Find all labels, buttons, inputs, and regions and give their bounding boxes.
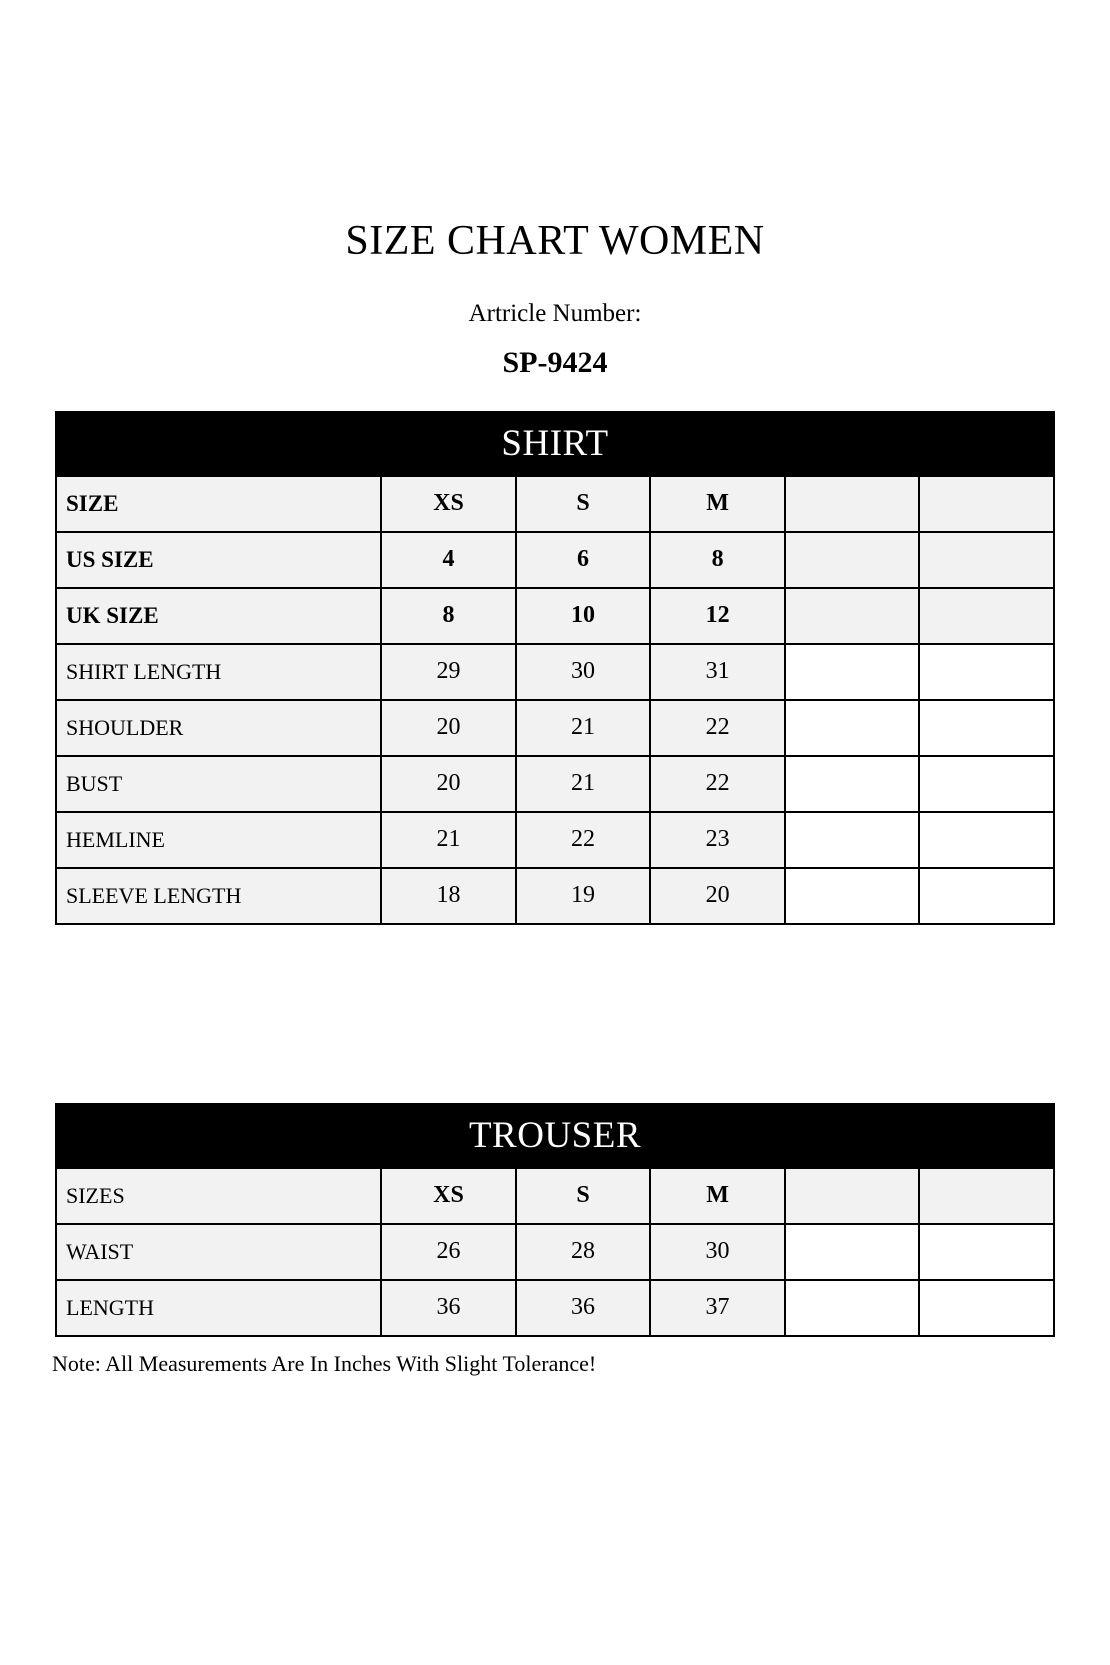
- cell-uk-size-m: 12: [650, 588, 785, 644]
- cell-uk-size-s: 10: [516, 588, 651, 644]
- cell-uk-size-blank-2: [919, 588, 1054, 644]
- cell-us-size-xs: 4: [381, 532, 516, 588]
- cell-us-size-s: 6: [516, 532, 651, 588]
- cell-hemline-xs: 21: [381, 812, 516, 868]
- table-row: [56, 756, 1054, 812]
- cell-length-s: 36: [516, 1280, 651, 1336]
- cell-waist-m: 30: [650, 1224, 785, 1280]
- cell-bust-xs: 20: [381, 756, 516, 812]
- cell-us-size-blank-2: [919, 532, 1054, 588]
- cell-size-m: M: [650, 476, 785, 532]
- cell-hemline-m: 23: [650, 812, 785, 868]
- cell-sleeve-length-s: 19: [516, 868, 651, 924]
- cell-length-blank-2: [919, 1280, 1054, 1336]
- row-label-sizes: SIZES: [56, 1168, 381, 1224]
- cell-waist-blank-2: [919, 1224, 1054, 1280]
- cell-size-xs: XS: [381, 476, 516, 532]
- row-label-shoulder: SHOULDER: [56, 700, 381, 756]
- cell-bust-m: 22: [650, 756, 785, 812]
- cell-shirt-length-blank-1: [785, 644, 920, 700]
- article-number-value: SP-9424: [502, 345, 608, 379]
- row-label-length: LENGTH: [56, 1280, 381, 1336]
- table-row: [56, 700, 1054, 756]
- article-number-label: Artricle Number:: [468, 300, 642, 328]
- cell-bust-blank-1: [785, 756, 920, 812]
- cell-shirt-length-m: 31: [650, 644, 785, 700]
- cell-length-xs: 36: [381, 1280, 516, 1336]
- table-row: [56, 532, 1054, 588]
- measurement-note: Note: All Measurements Are In Inches With Slight Tolerance!: [52, 1350, 597, 1376]
- cell-waist-s: 28: [516, 1224, 651, 1280]
- cell-size-blank-1: [785, 476, 920, 532]
- table-row: [56, 812, 1054, 868]
- row-label-waist: WAIST: [56, 1224, 381, 1280]
- row-label-us-size: US SIZE: [56, 532, 381, 588]
- row-label-shirt-length: SHIRT LENGTH: [56, 644, 381, 700]
- cell-shirt-length-s: 30: [516, 644, 651, 700]
- cell-trouser-size-blank-1: [785, 1168, 920, 1224]
- trouser-band-label: TROUSER: [56, 1104, 1054, 1168]
- cell-waist-xs: 26: [381, 1224, 516, 1280]
- table-row: [56, 868, 1054, 924]
- row-label-hemline: HEMLINE: [56, 812, 381, 868]
- cell-us-size-m: 8: [650, 532, 785, 588]
- table-row: [56, 1168, 1054, 1224]
- cell-hemline-blank-2: [919, 812, 1054, 868]
- cell-sleeve-length-xs: 18: [381, 868, 516, 924]
- trouser-section: [26, 1103, 1084, 1337]
- row-label-bust: BUST: [56, 756, 381, 812]
- page-title: SIZE CHART WOMEN: [345, 218, 765, 264]
- cell-bust-s: 21: [516, 756, 651, 812]
- cell-trouser-size-s: S: [516, 1168, 651, 1224]
- cell-shoulder-m: 22: [650, 700, 785, 756]
- cell-shoulder-s: 21: [516, 700, 651, 756]
- cell-shirt-length-xs: 29: [381, 644, 516, 700]
- table-row: [56, 1280, 1054, 1336]
- cell-shoulder-xs: 20: [381, 700, 516, 756]
- cell-trouser-size-xs: XS: [381, 1168, 516, 1224]
- shirt-band-label: SHIRT: [56, 412, 1054, 476]
- cell-trouser-size-blank-2: [919, 1168, 1054, 1224]
- trouser-size-table: [55, 1103, 1055, 1337]
- row-label-sleeve-length: SLEEVE LENGTH: [56, 868, 381, 924]
- table-header-band: [56, 412, 1054, 476]
- cell-uk-size-xs: 8: [381, 588, 516, 644]
- shirt-size-table: [55, 411, 1055, 925]
- cell-waist-blank-1: [785, 1224, 920, 1280]
- cell-shoulder-blank-1: [785, 700, 920, 756]
- cell-shoulder-blank-2: [919, 700, 1054, 756]
- cell-trouser-size-m: M: [650, 1168, 785, 1224]
- cell-hemline-blank-1: [785, 812, 920, 868]
- cell-length-blank-1: [785, 1280, 920, 1336]
- row-label-uk-size: UK SIZE: [56, 588, 381, 644]
- cell-length-m: 37: [650, 1280, 785, 1336]
- table-row: [56, 588, 1054, 644]
- row-label-size: SIZE: [56, 476, 381, 532]
- cell-shirt-length-blank-2: [919, 644, 1054, 700]
- table-header-band: [56, 1104, 1054, 1168]
- cell-size-s: S: [516, 476, 651, 532]
- cell-hemline-s: 22: [516, 812, 651, 868]
- cell-size-blank-2: [919, 476, 1054, 532]
- cell-sleeve-length-m: 20: [650, 868, 785, 924]
- cell-us-size-blank-1: [785, 532, 920, 588]
- cell-sleeve-length-blank-1: [785, 868, 920, 924]
- table-row: [56, 644, 1054, 700]
- cell-bust-blank-2: [919, 756, 1054, 812]
- cell-uk-size-blank-1: [785, 588, 920, 644]
- cell-sleeve-length-blank-2: [919, 868, 1054, 924]
- table-row: [56, 1224, 1054, 1280]
- table-row: [56, 476, 1054, 532]
